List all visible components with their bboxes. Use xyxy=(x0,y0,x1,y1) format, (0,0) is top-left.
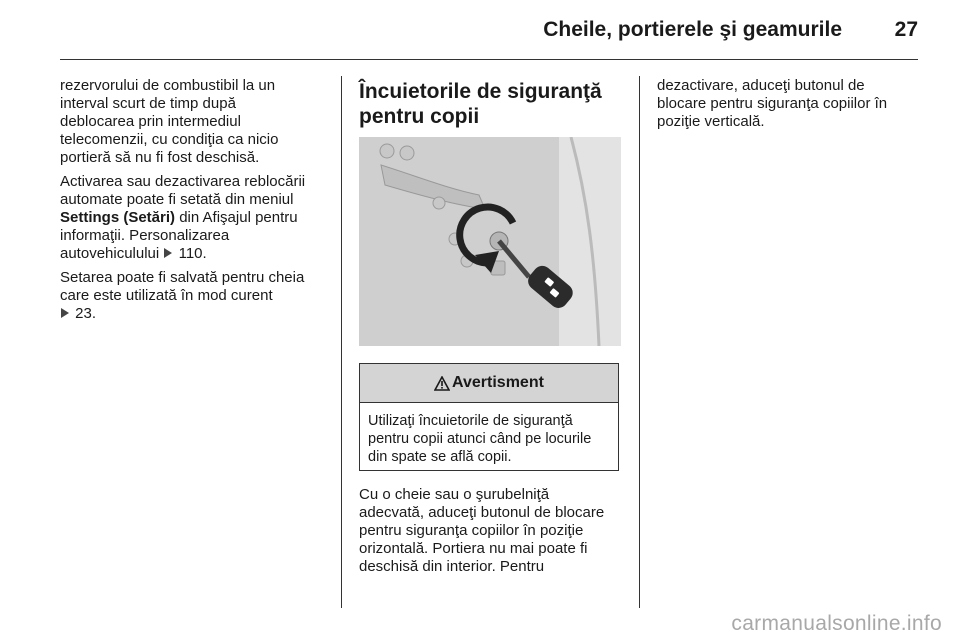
text-line: interval scurt de timp după xyxy=(60,95,236,112)
text-line: portieră să nu fi fost deschisă. xyxy=(60,149,260,166)
text-fragment: din Afişajul pentru xyxy=(175,209,298,226)
heading-line: Încuietorile de siguranţă xyxy=(359,80,602,103)
watermark: carmanualsonline.info xyxy=(731,612,942,635)
column-2-body xyxy=(359,486,631,582)
screw xyxy=(433,197,445,209)
text-line: poziţie verticală. xyxy=(657,113,765,130)
text-line: telecomenzii, cu condiţia ca nicio xyxy=(60,131,279,148)
menu-name-settings: Settings (Setări) xyxy=(60,209,176,226)
page-reference: 110. xyxy=(178,245,207,262)
xref-triangle-icon xyxy=(61,308,69,318)
text-line: deblocarea prin intermediul xyxy=(60,113,241,130)
section-heading-block xyxy=(359,79,629,129)
page-reference: 23. xyxy=(75,305,97,322)
text-line xyxy=(60,209,335,227)
paragraph-2 xyxy=(60,173,335,263)
column-divider-2 xyxy=(639,76,640,608)
text-line: pentru siguranţa copiilor în poziţie xyxy=(359,522,584,539)
warning-header xyxy=(360,364,618,403)
text-line: care este utilizată în mod curent xyxy=(60,287,273,304)
text-line: adecvată, aduceţi butonul de blocare xyxy=(359,504,605,521)
text-line: dezactivare, aduceţi butonul de xyxy=(657,77,865,94)
screw xyxy=(380,144,394,158)
paragraph xyxy=(359,486,631,576)
warning-triangle-icon xyxy=(434,376,450,391)
text-line: Activarea sau dezactivarea reblocării xyxy=(60,173,306,190)
text-line: orizontală. Portiera nu mai poate fi xyxy=(359,540,588,557)
child-lock-illustration xyxy=(359,137,621,346)
text-line: pentru copii atunci când pe locurile xyxy=(368,431,592,447)
xref-triangle-icon xyxy=(164,248,172,258)
text-line: automate poate fi setată din meniul xyxy=(60,191,294,208)
column-3 xyxy=(657,77,927,137)
paragraph xyxy=(657,77,927,131)
warning-text xyxy=(360,403,618,466)
text-line xyxy=(60,245,335,263)
warning-title: Avertisment xyxy=(452,374,544,391)
page-number: 27 xyxy=(894,18,918,41)
text-line: Setarea poate fi salvată pentru cheia xyxy=(60,269,305,286)
screw xyxy=(400,146,414,160)
heading-line: pentru copii xyxy=(359,105,480,128)
section-heading xyxy=(359,79,629,129)
text-line: Cu o cheie sau o şurubelniţă xyxy=(359,486,550,503)
warning-box xyxy=(359,363,619,471)
text-line: blocare pentru siguranţa copiilor în xyxy=(657,95,888,112)
text-line xyxy=(60,305,335,323)
header-divider xyxy=(60,59,918,60)
text-line: din spate se află copii. xyxy=(368,449,512,465)
text-line: deschisă din interior. Pentru xyxy=(359,558,545,575)
paragraph-1 xyxy=(60,77,335,167)
text-line: rezervorului de combustibil la un xyxy=(60,77,276,94)
text-line: Utilizaţi încuietorile de siguranţă xyxy=(368,413,573,429)
paragraph-3 xyxy=(60,269,335,323)
running-header-title: Cheile, portierele şi geamurile xyxy=(543,18,842,41)
text-fragment: autovehiculului xyxy=(60,245,160,262)
column-1 xyxy=(60,77,335,329)
text-line: informaţii. Personalizarea xyxy=(60,227,230,244)
column-divider-1 xyxy=(341,76,342,608)
